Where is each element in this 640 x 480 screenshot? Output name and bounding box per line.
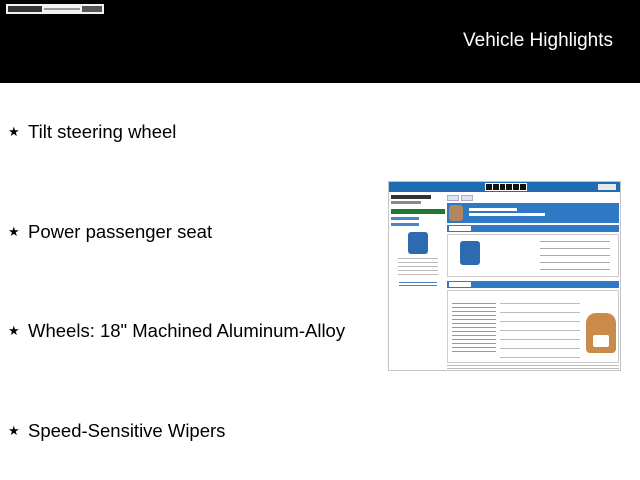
carfax-main <box>447 195 619 370</box>
carfax-history-report <box>447 290 619 363</box>
carfax-value-box <box>447 234 619 277</box>
fox-mascot-icon <box>449 205 463 221</box>
page-title: Vehicle Highlights <box>463 30 613 51</box>
carfax-report-thumbnail[interactable] <box>388 181 621 371</box>
feature-label: Power passenger seat <box>28 221 213 242</box>
star-icon: ★ <box>8 323 20 338</box>
carfax-badge-icon <box>408 232 428 254</box>
list-item <box>8 220 212 244</box>
feature-label: Speed-Sensitive Wipers <box>28 420 226 441</box>
star-icon: ★ <box>8 224 20 239</box>
feature-label: Tilt steering wheel <box>28 121 177 142</box>
carfax-banner <box>447 203 619 223</box>
carfax-logo <box>485 183 527 191</box>
carfax-top-bar <box>389 182 620 192</box>
print-icon <box>598 184 616 190</box>
fox-mascot-icon <box>586 313 616 353</box>
star-icon: ★ <box>8 124 20 139</box>
feature-label: Wheels: 18" Machined Aluminum-Alloy <box>28 320 346 341</box>
feature-list <box>8 0 380 480</box>
list-item <box>8 319 345 343</box>
carfax-badge-icon <box>460 241 480 265</box>
list-item <box>8 419 225 443</box>
carfax-sidebar <box>391 195 445 370</box>
star-icon: ★ <box>8 423 20 438</box>
list-item <box>8 120 176 144</box>
